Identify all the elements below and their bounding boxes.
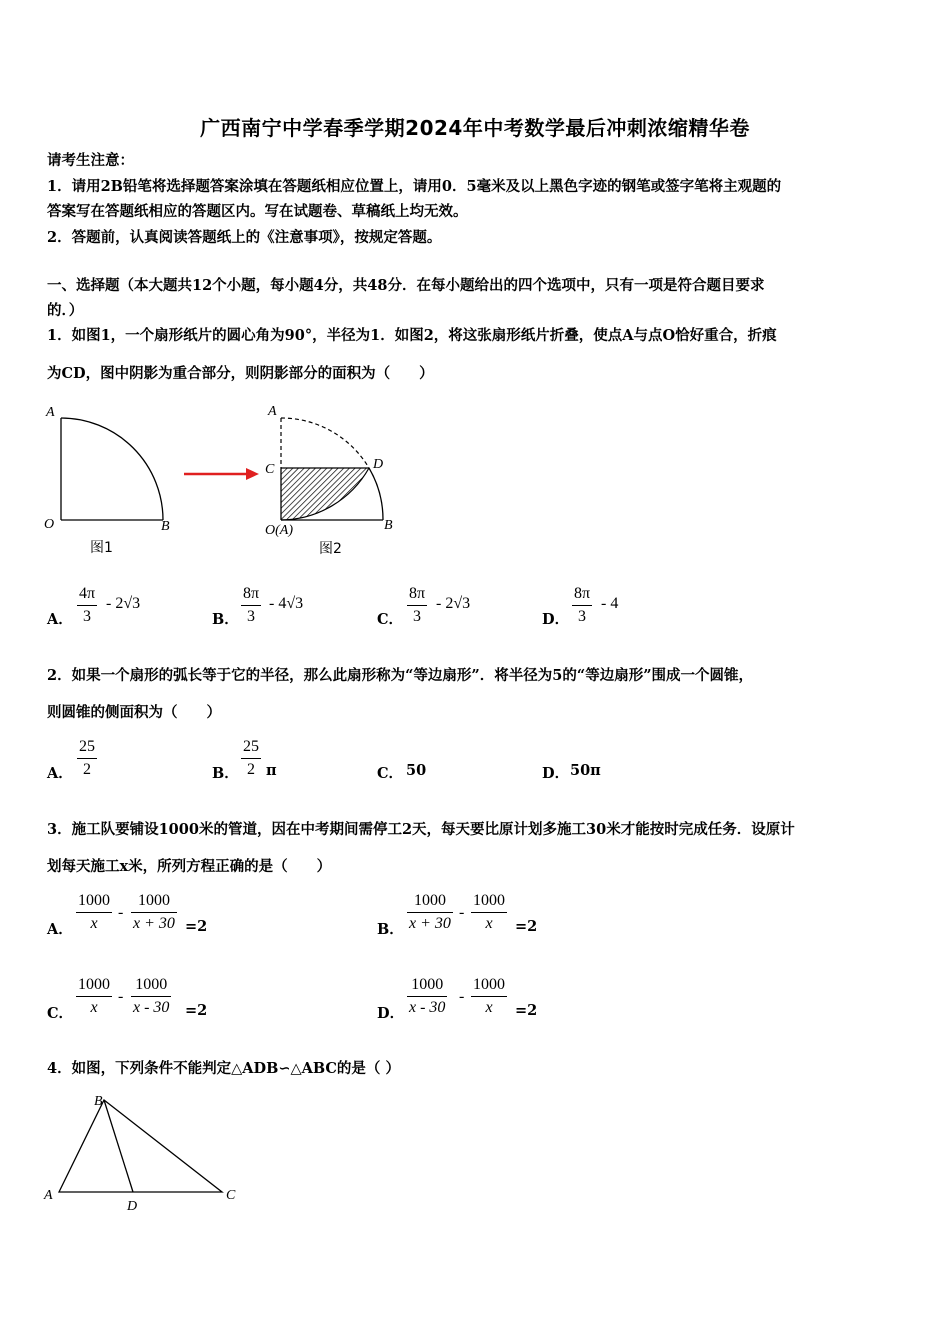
q3-option-d-minus: - [459, 988, 465, 1005]
arrow-icon [182, 465, 262, 483]
q1-option-a-fraction: 4π 3 [79, 585, 96, 625]
q2-option-c-letter: C． [377, 765, 404, 782]
fig2-label-a: A [268, 404, 277, 419]
q1-option-d-fraction: 8π 3 [574, 585, 591, 625]
q3-option-c-fraction-2: 1000 x - 30 [133, 976, 170, 1016]
q2-line1: 2．如果一个扇形的弧长等于它的半径，那么此扇形称为“等边扇形”．将半径为5的“等边扇形”围成一个圆锥， [47, 667, 754, 684]
q2-option-c-value: 50 [406, 762, 427, 779]
q3-option-a-tail: =2 [185, 918, 208, 935]
q1-line2: 为CD，图中阴影为重合部分，则阴影部分的面积为（ ） [47, 365, 434, 382]
q1-option-a-tail: - 2√3 [106, 595, 141, 612]
q2-option-d-value: 50π [570, 762, 601, 779]
q3-option-b-fraction-2: 1000 x [473, 892, 505, 932]
fig2-caption: 图2 [319, 541, 342, 557]
q3-line2: 划每天施工x米，所列方程正确的是（ ） [47, 858, 332, 875]
q3-option-b-fraction-1: 1000 x + 30 [409, 892, 451, 932]
q1-option-d-tail: - 4 [601, 595, 619, 612]
fig2-arc [369, 468, 383, 520]
q1-option-b-tail: - 4√3 [269, 595, 304, 612]
fig1-label-b: B [161, 519, 170, 534]
fig2-label-c: C [265, 462, 275, 477]
notice-line-1b: 答案写在答题纸相应的答题区内。写在试题卷、草稿纸上均无效。 [47, 203, 468, 220]
q3-line1: 3．施工队要铺设1000米的管道，因在中考期间需停工2天，每天要比原计划多施工30米才能按时完成任务．设原计 [47, 821, 795, 838]
q2-option-b-fraction: 25 2 [243, 738, 259, 778]
fig2-label-oa: O(A) [265, 523, 293, 538]
section-heading-line1: 一、选择题（本大题共12个小题，每小题4分，共48分．在每小题给出的四个选项中，只有一项是符合题目要求 [47, 277, 765, 294]
q3-option-d-fraction-1: 1000 x - 30 [409, 976, 446, 1016]
q2-option-a-letter: A． [47, 765, 73, 782]
fig1-caption: 图1 [90, 540, 113, 556]
notice-heading: 请考生注意： [47, 152, 134, 169]
q1-line1: 1．如图1，一个扇形纸片的圆心角为90°，半径为1．如图2，将这张扇形纸片折叠，使点A与点O恰好重合，折痕 [47, 327, 777, 344]
q4-label-c: C [226, 1188, 236, 1203]
q2-option-d-letter: D． [542, 765, 570, 782]
q4-label-b: B [94, 1094, 103, 1109]
q3-option-c-minus: - [118, 988, 124, 1005]
fig1-label-o: O [44, 517, 55, 532]
page-title: 广西南宁中学春季学期2024年中考数学最后冲刺浓缩精华卷 [200, 116, 750, 140]
q3-option-a-fraction-2: 1000 x + 30 [133, 892, 175, 932]
q4-triangle-figure [40, 1088, 250, 1218]
fig2-label-d: D [373, 457, 384, 472]
q3-option-c-fraction-1: 1000 x [78, 976, 110, 1016]
fig2-label-b: B [384, 518, 393, 533]
q2-option-b-letter: B． [212, 765, 239, 782]
q2-option-a-fraction: 25 2 [79, 738, 95, 778]
q4-label-a: A [44, 1188, 53, 1203]
q3-option-d-fraction-2: 1000 x [473, 976, 505, 1016]
q1-figure-2 [255, 398, 415, 558]
q3-option-a-letter: A． [47, 921, 73, 938]
q3-option-a-fraction-1: 1000 x [78, 892, 110, 932]
fig2-shaded-region [281, 468, 369, 520]
q3-option-b-letter: B． [377, 921, 404, 938]
fig1-label-a: A [46, 405, 55, 420]
segment-bd [104, 1100, 133, 1192]
q1-option-d-letter: D． [542, 611, 570, 628]
q1-option-b-fraction: 8π 3 [243, 585, 260, 625]
q3-option-c-letter: C． [47, 1005, 74, 1022]
q3-option-b-minus: - [459, 904, 465, 921]
q1-option-c-letter: C． [377, 611, 404, 628]
fig1-arc [61, 418, 163, 520]
q3-option-a-minus: - [118, 904, 124, 921]
section-heading-line2: 的．） [47, 302, 84, 319]
q4-label-d: D [127, 1199, 138, 1214]
q1-figure-1 [40, 400, 190, 560]
notice-line-1: 1．请用2B铅笔将选择题答案涂填在答题纸相应位置上，请用0．5毫米及以上黑色字迹的钢笔或签字笔将主观题的 [47, 178, 782, 195]
q1-option-c-tail: - 2√3 [436, 595, 471, 612]
q2-line2: 则圆锥的侧面积为（ ） [47, 704, 221, 721]
q2-option-b-pi: π [266, 762, 277, 779]
q3-option-b-tail: =2 [515, 918, 538, 935]
q1-option-b-letter: B． [212, 611, 239, 628]
q1-option-a-letter: A． [47, 611, 73, 628]
triangle-abc [59, 1100, 222, 1192]
notice-line-2: 2．答题前，认真阅读答题纸上的《注意事项》，按规定答题。 [47, 229, 442, 246]
fig2-dashed-arc [281, 418, 369, 468]
q1-option-c-fraction: 8π 3 [409, 585, 426, 625]
q4-line1: 4．如图，下列条件不能判定△ADB∽△ABC的是（ ） [47, 1060, 400, 1077]
q3-option-c-tail: =2 [185, 1002, 208, 1019]
q3-option-d-tail: =2 [515, 1002, 538, 1019]
q3-option-d-letter: D． [377, 1005, 405, 1022]
